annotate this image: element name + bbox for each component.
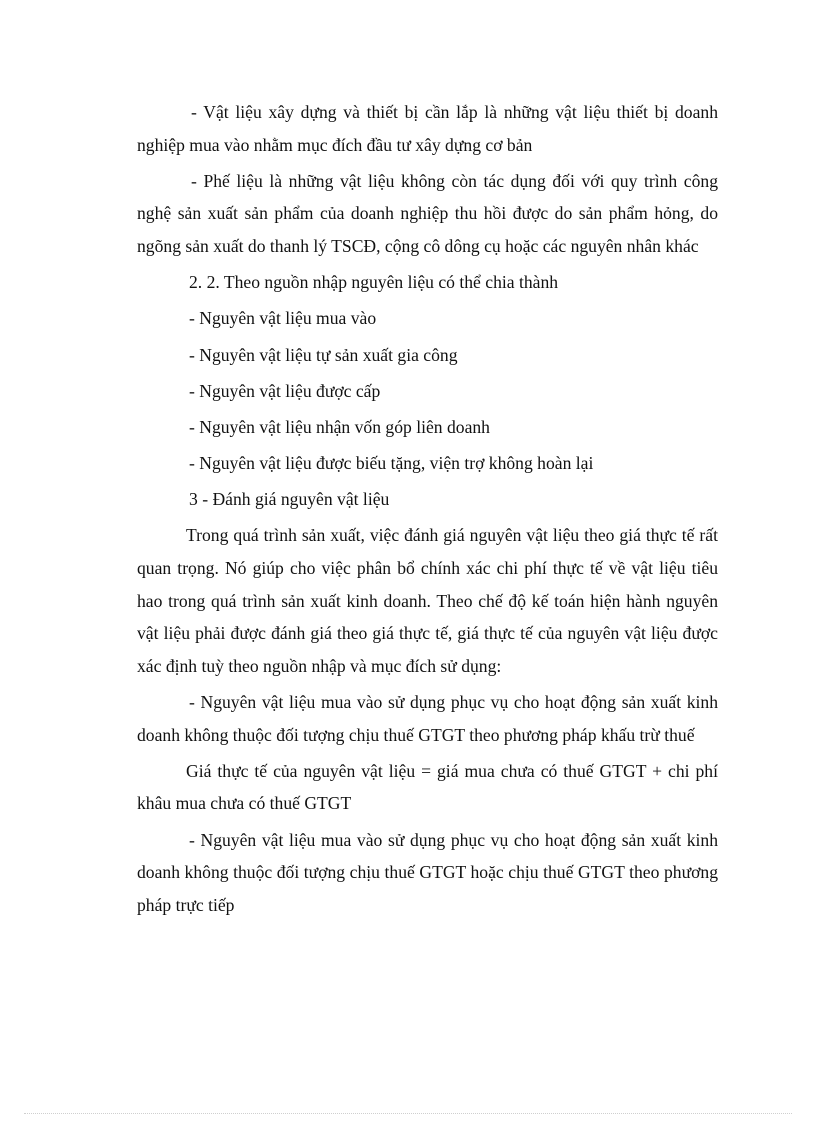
document-body [137, 96, 718, 925]
list-item: - Nguyên vật liệu được cấp [189, 380, 381, 401]
paragraph-case-direct-method: - Nguyên vật liệu mua vào sử dụng phục vụ cho hoạt động sản xuất kinh doanh không thuộc đối tượng chịu thuế GTGT hoặc chịu thuế GTGT theo phương pháp trực tiếp [137, 829, 718, 915]
section-3-intro-paragraph: Trong quá trình sản xuất, việc đánh giá nguyên vật liệu theo giá thực tế rất quan trọng. Nó giúp cho việc phân bổ chính xác chi phí thực tế về vật liệu tiêu hao trong quá trình sản xuất kinh doanh. Theo chế độ kế toán hiện hành nguyên vật liệu phải được đánh giá theo giá thực tế, giá thực tế của nguyên vật liệu được xác định tuỳ theo nguồn nhập và mục đích sử dụng: [137, 525, 718, 676]
list-item: - Nguyên vật liệu tự sản xuất gia công [189, 344, 458, 365]
section-2-2-heading: 2. 2. Theo nguồn nhập nguyên liệu có thể chia thành [189, 272, 559, 293]
list-item: - Nguyên vật liệu được biếu tặng, viện trợ không hoàn lại [189, 453, 594, 474]
paragraph-case-deduction-method: - Nguyên vật liệu mua vào sử dụng phục vụ cho hoạt động sản xuất kinh doanh không thuộc đối tượng chịu thuế GTGT theo phương pháp khấu trừ thuế [137, 692, 718, 745]
list-item: - Nguyên vật liệu nhận vốn góp liên doanh [189, 416, 490, 437]
list-item: - Nguyên vật liệu mua vào [189, 308, 377, 329]
paragraph-scrap-materials: - Phế liệu là những vật liệu không còn tác dụng đối với quy trình công nghệ sản xuất sản phẩm của doanh nghiệp thu hồi được do sản phẩm hỏng, do ngõng sản xuất do thanh lý TSCĐ, cộng cô dông cụ hoặc các nguyên nhân khác [137, 170, 718, 256]
paragraph-construction-materials: - Vật liệu xây dựng và thiết bị cần lắp là những vật liệu thiết bị doanh nghiệp mua vào nhằm mục đích đầu tư xây dựng cơ bản [137, 102, 718, 155]
section-3-heading: 3 - Đánh giá nguyên vật liệu [189, 489, 390, 510]
paragraph-actual-price-formula: Giá thực tế của nguyên vật liệu = giá mua chưa có thuế GTGT + chi phí khâu mua chưa có thuế GTGT [137, 760, 718, 814]
page-bottom-divider [24, 1113, 792, 1114]
